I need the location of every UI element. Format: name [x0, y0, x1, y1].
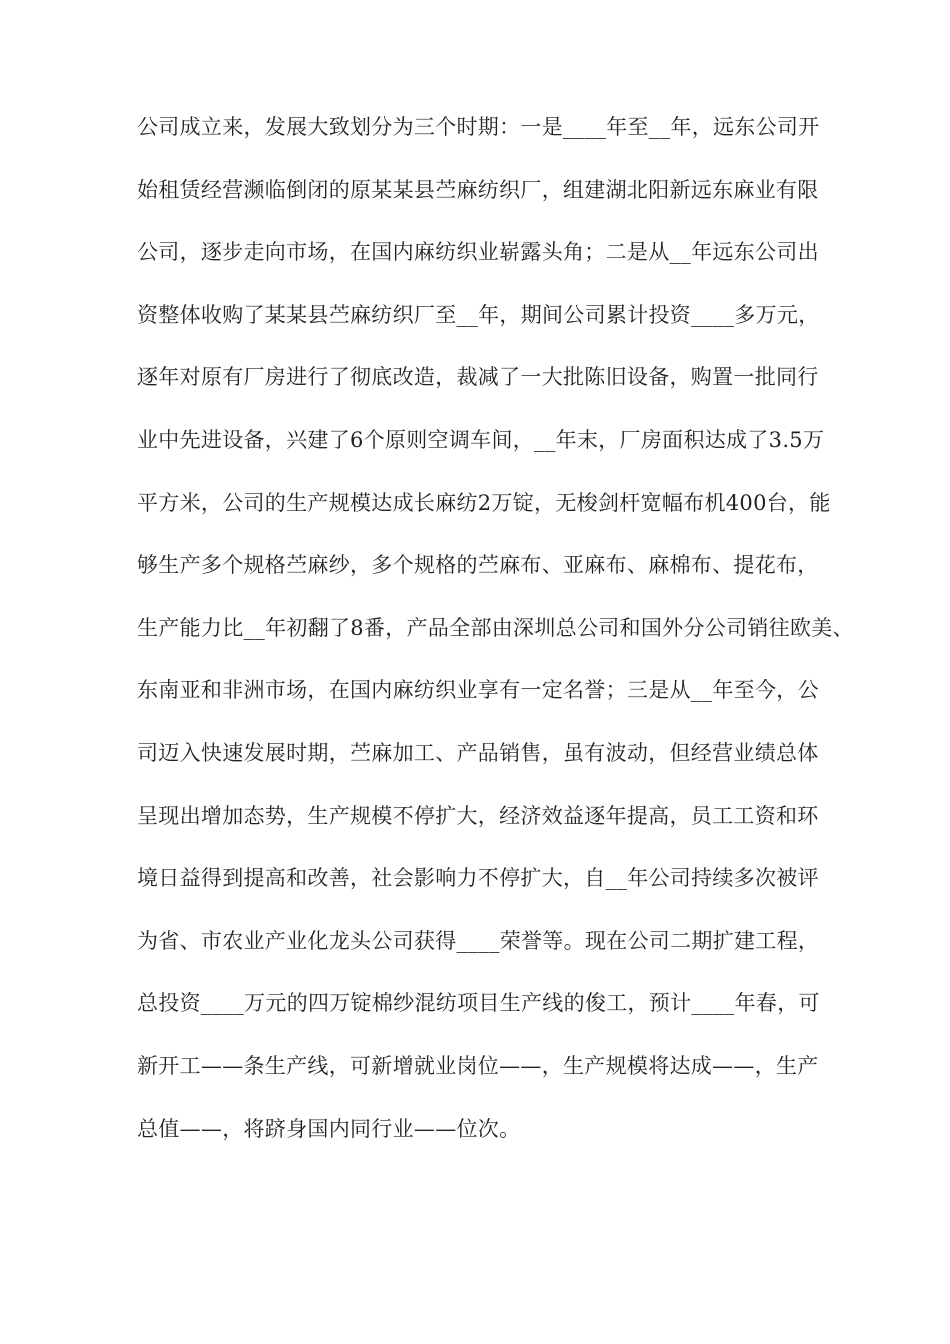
text-line-16: 新开工——条生产线，可新增就业岗位——，生产规模将达成——，生产 [137, 1053, 819, 1078]
text-line-7: 平方米，公司的生产规模达成长麻纺2万锭，无梭剑杆宽幅布机400台，能 [137, 490, 831, 515]
text-line-4: 资整体收购了某某县苎麻纺织厂至__年，期间公司累计投资____多万元， [137, 302, 820, 327]
text-line-15: 总投资____万元的四万锭棉纱混纺项目生产线的俊工，预计____年春，可 [137, 991, 820, 1016]
text-line-8: 够生产多个规格苎麻纱，多个规格的苎麻布、亚麻布、麻棉布、提花布， [137, 553, 819, 578]
text-line-17: 总值——，将跻身国内同行业——位次。 [137, 1116, 521, 1141]
text-line-11: 司迈入快速发展时期，苎麻加工、产品销售，虽有波动，但经营业绩总体 [137, 740, 819, 765]
text-line-12: 呈现出增加态势，生产规模不停扩大，经济效益逐年提高，员工工资和环 [137, 803, 819, 828]
text-line-5: 逐年对原有厂房进行了彻底改造，裁减了一大批陈旧设备，购置一批同行 [137, 365, 819, 390]
text-line-9: 生产能力比__年初翻了8番，产品全部由深圳总公司和国外分公司销往欧美、 [137, 615, 854, 640]
text-line-2: 始租赁经营濒临倒闭的原某某县苎麻纺织厂，组建湖北阳新远东麻业有限 [137, 177, 819, 202]
text-line-14: 为省、市农业产业化龙头公司获得____荣誉等。现在公司二期扩建工程， [137, 928, 820, 953]
body-text [137, 103, 937, 1167]
text-line-10: 东南亚和非洲市场，在国内麻纺织业享有一定名誉；三是从__年至今，公 [137, 678, 819, 703]
text-line-6: 业中先进设备，兴建了6个原则空调车间，__年末，厂房面积达成了3.5万 [137, 427, 825, 452]
text-line-3: 公司，逐步走向市场，在国内麻纺织业崭露头角；二是从__年远东公司出 [137, 240, 819, 265]
text-line-13: 境日益得到提高和改善，社会影响力不停扩大，自__年公司持续多次被评 [137, 866, 819, 891]
text-line-1: 公司成立来，发展大致划分为三个时期：一是____年至__年，远东公司开 [137, 115, 820, 139]
